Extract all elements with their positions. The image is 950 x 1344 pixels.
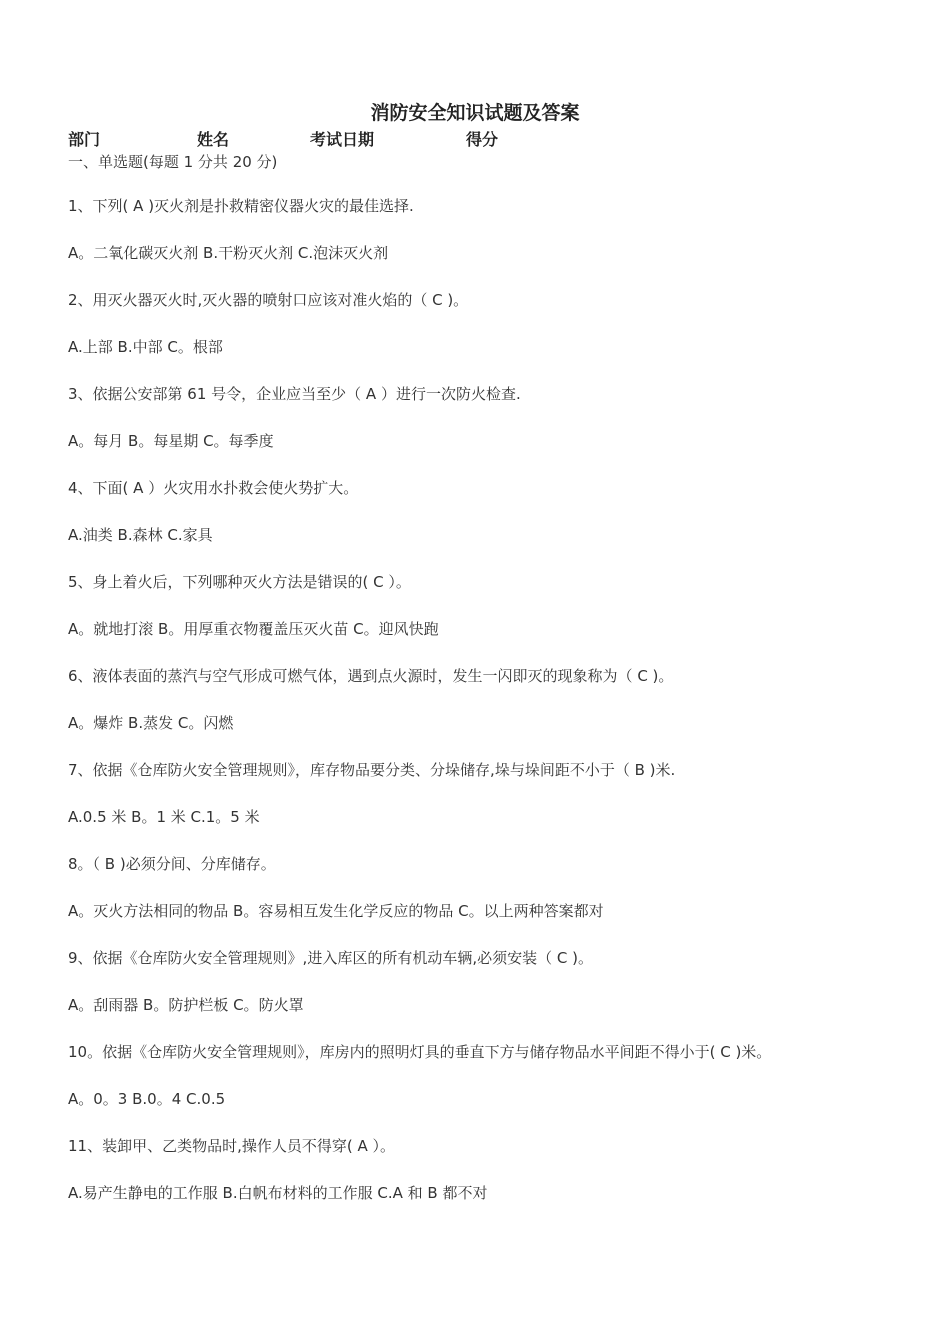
question-7-options: A.0.5 米 B。1 米 C.1。5 米 — [68, 808, 260, 826]
question-11: 11、装卸甲、乙类物品时,操作人员不得穿( A ）。 — [68, 1137, 396, 1155]
question-9: 9、依据《仓库防火安全管理规则》,进入库区的所有机动车辆,必须安装（ C )。 — [68, 949, 593, 967]
question-1-options: A。二氧化碳灭火剂 B.干粉灭火剂 C.泡沫灭火剂 — [68, 244, 389, 262]
question-11-options: A.易产生静电的工作服 B.白帆布材料的工作服 C.A 和 B 都不对 — [68, 1184, 488, 1202]
question-list — [68, 193, 928, 1227]
question-8: 8。（ B )必须分间、分库储存。 — [68, 855, 276, 873]
question-10-options: A。0。3 B.0。4 C.0.5 — [68, 1090, 226, 1108]
question-4-options: A.油类 B.森林 C.家具 — [68, 526, 213, 544]
document-title: 消防安全知识试题及答案 — [370, 102, 580, 124]
question-2-options: A.上部 B.中部 C。根部 — [68, 338, 223, 356]
question-5-options: A。就地打滚 B。用厚重衣物覆盖压灭火苗 C。迎风快跑 — [68, 620, 439, 638]
score-label: 得分 — [466, 130, 499, 149]
department-label: 部门 — [68, 130, 101, 149]
question-3-options: A。每月 B。每星期 C。每季度 — [68, 432, 274, 450]
section-heading: 一、单选题(每题 1 分共 20 分) — [68, 153, 278, 171]
question-6: 6、液体表面的蒸汽与空气形成可燃气体，遇到点火源时，发生一闪即灭的现象称为（ C )。 — [68, 667, 674, 685]
question-10: 10。依据《仓库防火安全管理规则》，库房内的照明灯具的垂直下方与储存物品水平间距不得小于( C )米。 — [68, 1043, 772, 1061]
question-3: 3、依据公安部第 61 号令，企业应当至少（ A ）进行一次防火检查. — [68, 385, 521, 403]
name-label: 姓名 — [197, 130, 230, 149]
question-9-options: A。刮雨器 B。防护栏板 C。防火罩 — [68, 996, 304, 1014]
question-4: 4、下面( A ）火灾用水扑救会使火势扩大。 — [68, 479, 359, 497]
exam-header-fields — [68, 127, 768, 149]
question-5: 5、身上着火后，下列哪种灭火方法是错误的( C ）。 — [68, 573, 411, 591]
question-6-options: A。爆炸 B.蒸发 C。闪燃 — [68, 714, 234, 732]
exam-date-label: 考试日期 — [310, 130, 375, 149]
question-7: 7、依据《仓库防火安全管理规则》，库存物品要分类、分垛储存,垛与垛间距不小于（ B )米. — [68, 761, 676, 779]
question-2: 2、用灭火器灭火时,灭火器的喷射口应该对准火焰的（ C )。 — [68, 291, 469, 309]
question-8-options: A。灭火方法相同的物品 B。容易相互发生化学反应的物品 C。以上两种答案都对 — [68, 902, 604, 920]
question-1: 1、下列( A )灭火剂是扑救精密仪器火灾的最佳选择. — [68, 197, 414, 215]
